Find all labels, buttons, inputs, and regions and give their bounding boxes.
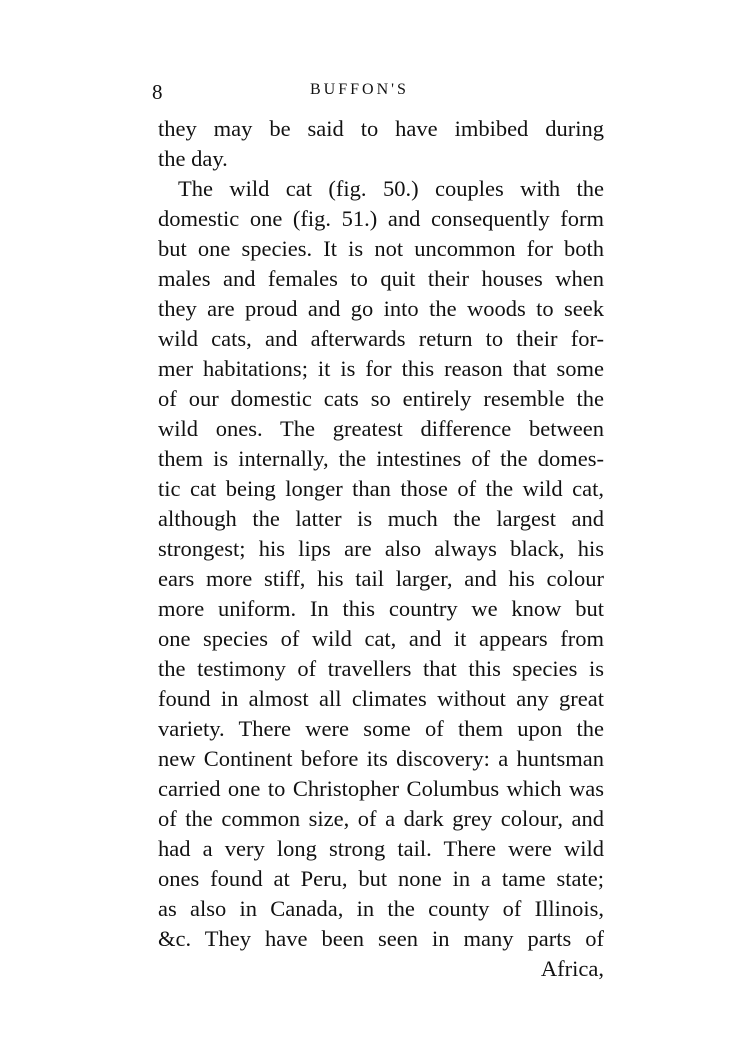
text-line: more uniform. In this country we know but: [158, 596, 604, 621]
text-line: of our domestic cats so entirely resemble the: [158, 386, 604, 411]
text-line: carried one to Christopher Columbus which was: [158, 776, 604, 801]
text-line: although the latter is much the largest and: [158, 506, 604, 531]
text-line: mer habitations; it is for this reason that some: [158, 356, 604, 381]
text-line: wild cats, and afterwards return to their for-: [158, 326, 604, 351]
running-head: BUFFON'S: [310, 81, 409, 98]
text-line: one species of wild cat, and it appears from: [158, 626, 604, 651]
text-line: new Continent before its discovery: a huntsman: [158, 746, 604, 771]
text-line: males and females to quit their houses when: [158, 266, 604, 291]
body-text: [158, 114, 604, 984]
text-line: the testimony of travellers that this species is: [158, 656, 604, 681]
text-line: The wild cat (fig. 50.) couples with the: [178, 176, 604, 201]
page-number: 8: [152, 80, 163, 104]
text-line: of the common size, of a dark grey colour, and: [158, 806, 604, 831]
text-line: they are proud and go into the woods to seek: [158, 296, 604, 321]
text-line: &c. They have been seen in many parts of: [158, 926, 604, 951]
text-line: ones found at Peru, but none in a tame state;: [158, 866, 604, 891]
text-line: they may be said to have imbibed during: [158, 116, 604, 141]
text-line: but one species. It is not uncommon for both: [158, 236, 604, 261]
text-line: found in almost all climates without any great: [158, 686, 604, 711]
text-line: domestic one (fig. 51.) and consequently form: [158, 206, 604, 231]
text-line: as also in Canada, in the county of Illinois,: [158, 896, 604, 921]
text-line: strongest; his lips are also always black, his: [158, 536, 604, 561]
catchword: Africa,: [540, 956, 604, 981]
text-line: ears more stiff, his tail larger, and his colour: [158, 566, 604, 591]
text-line: tic cat being longer than those of the wild cat,: [158, 476, 604, 501]
text-line: variety. There were some of them upon the: [158, 716, 604, 741]
text-line: them is internally, the intestines of the domes-: [158, 446, 604, 471]
text-line: had a very long strong tail. There were wild: [158, 836, 604, 861]
text-line: wild ones. The greatest difference between: [158, 416, 604, 441]
text-line: the day.: [158, 146, 228, 171]
